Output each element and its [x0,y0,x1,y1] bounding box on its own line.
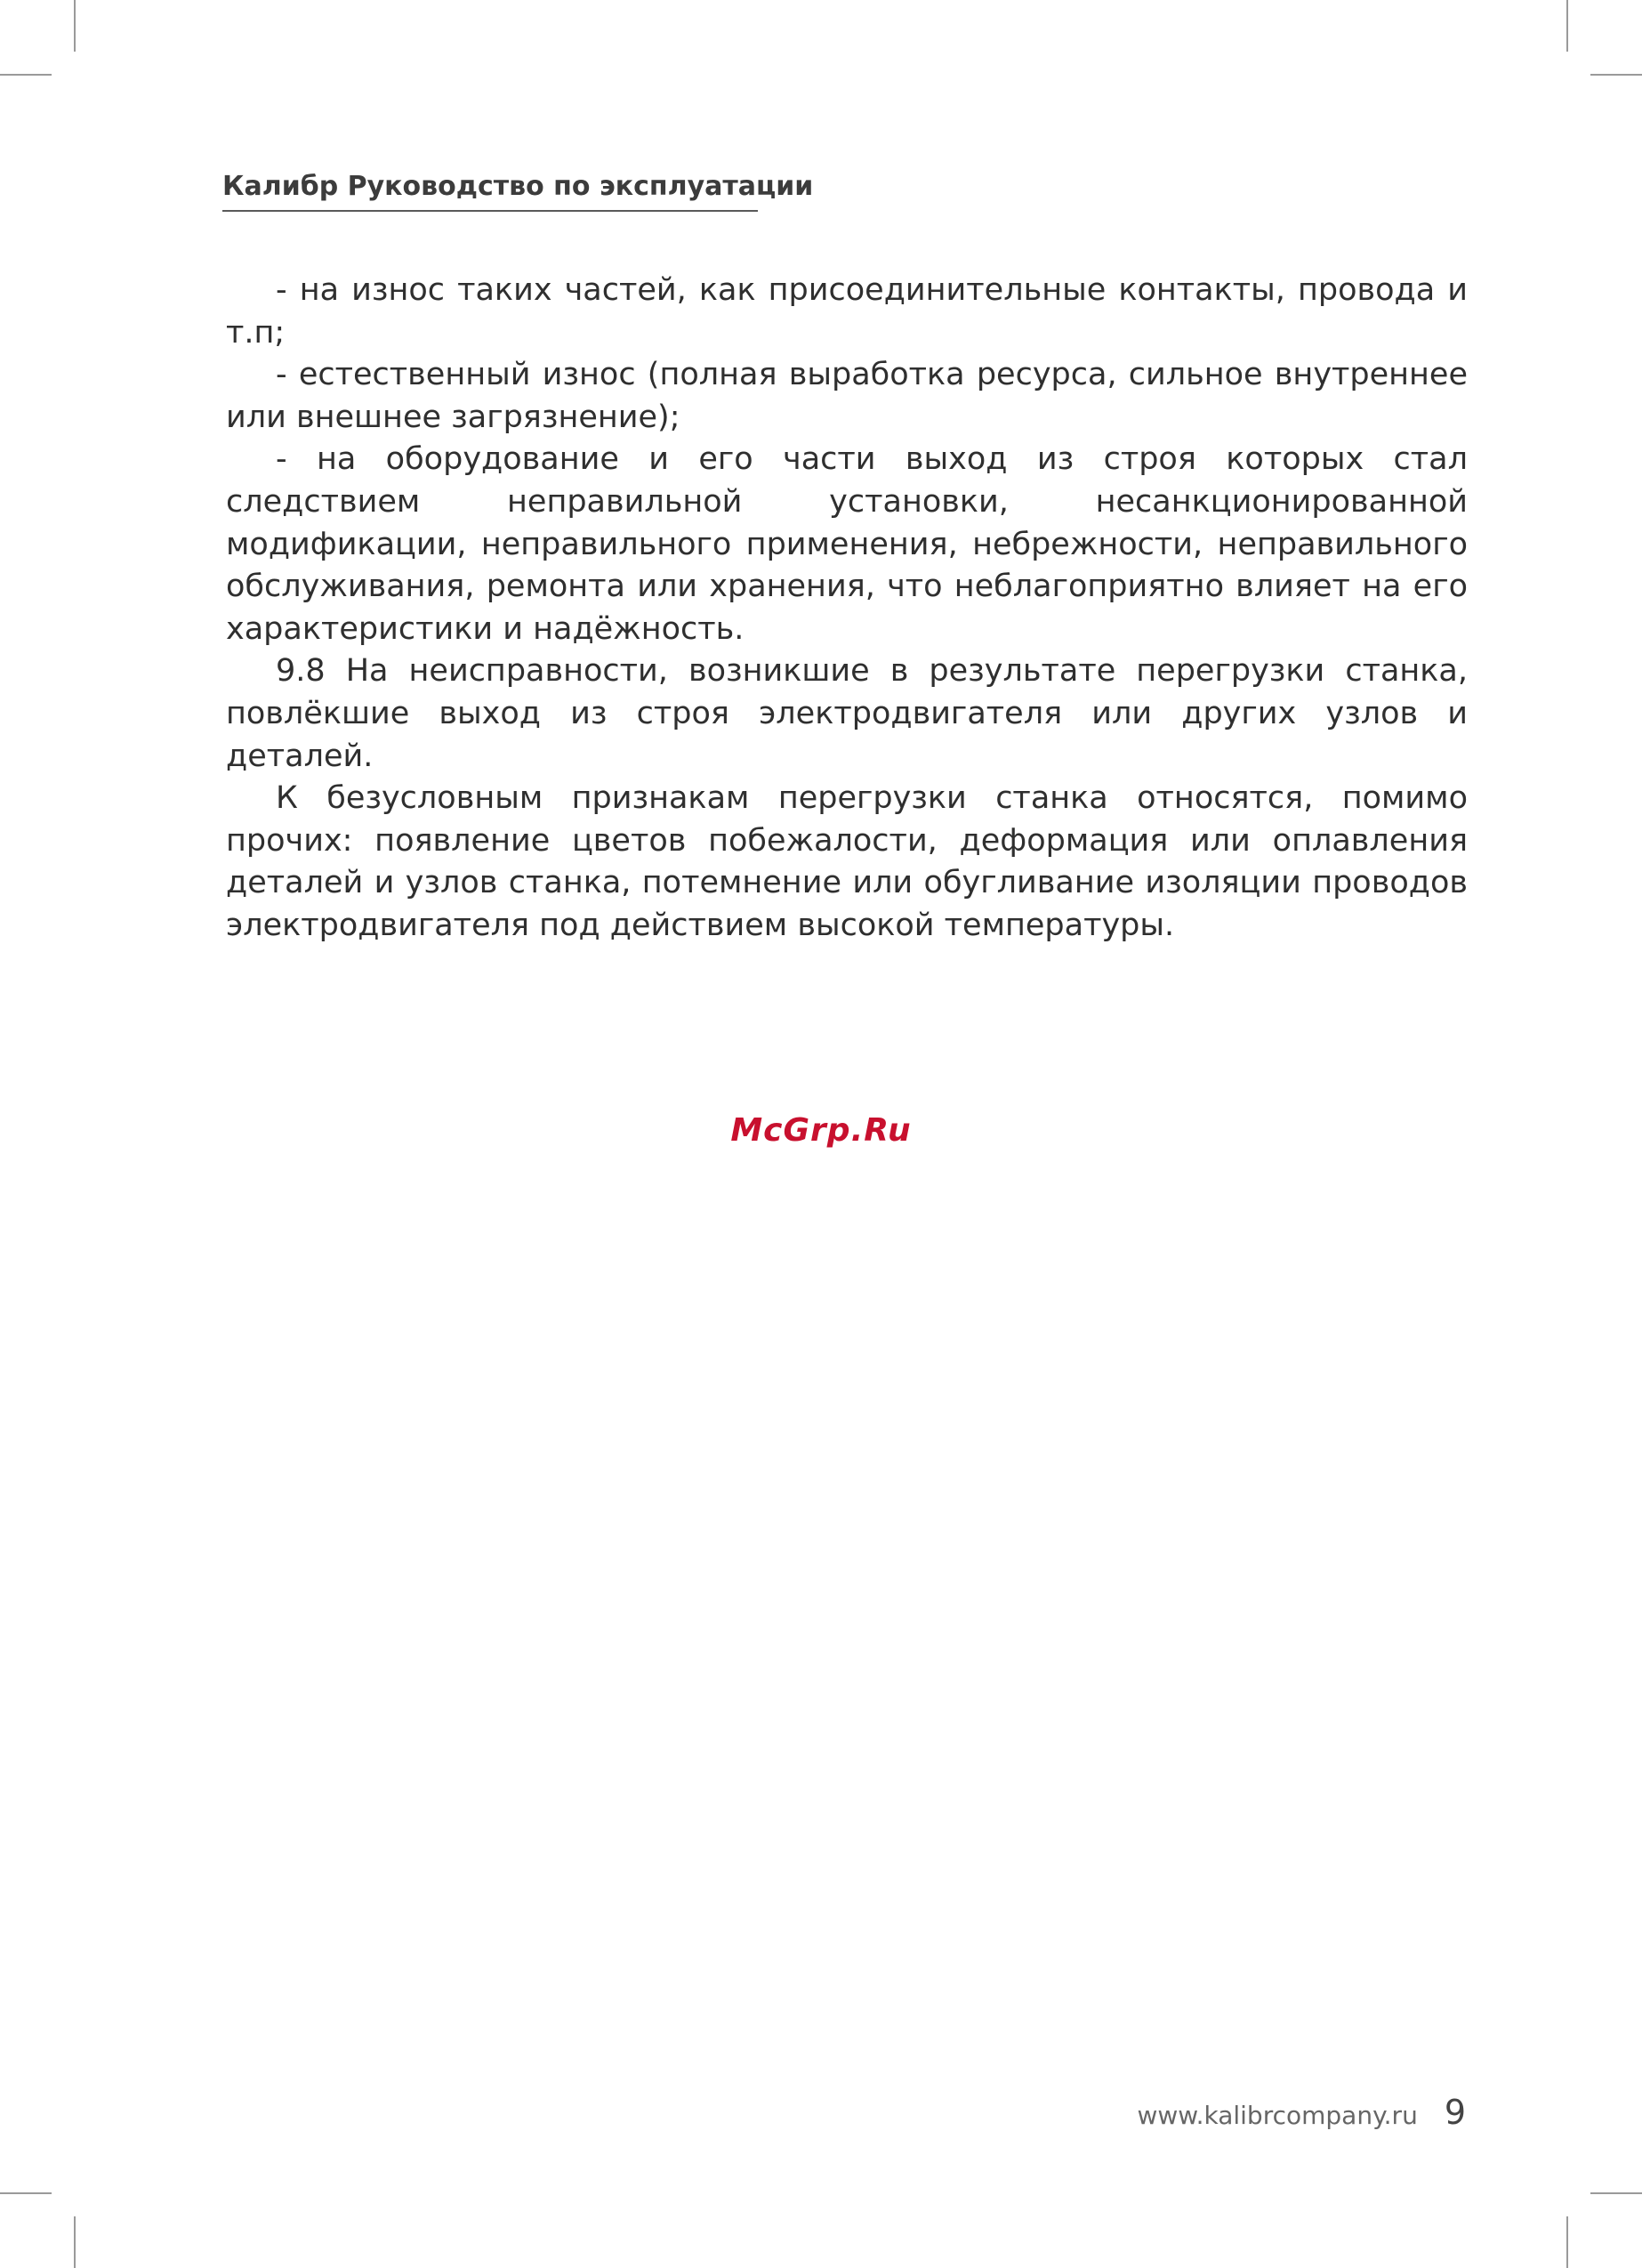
paragraph: - естественный износ (полная выработка ресурса, сильное внутреннее или внешнее загрязнение); [226,357,1468,435]
paragraph: - на износ таких частей, как присоединительные контакты, провода и т.п; [226,272,1468,351]
running-header [222,169,814,212]
crop-mark [1590,74,1642,76]
header-title: Калибр Руководство по эксплуатации [222,171,814,202]
crop-mark [1566,0,1568,52]
footer-url[interactable]: www.kalibrcompany.ru [1137,2101,1418,2130]
watermark-link[interactable]: McGrp.Ru [730,1112,912,1149]
crop-mark [0,74,52,76]
paragraph: К безусловным признакам перегрузки станка относятся, помимо прочих: появление цветов побежалости, деформация или оплавления деталей и узлов станка, потемнение или обугливание изоляции проводов электродвигателя под действием высокой температуры. [226,780,1468,943]
header-rule [222,210,758,212]
crop-mark [1590,2192,1642,2194]
paragraph: 9.8 На неисправности, возникшие в результате перегрузки станка, повлёкшие выход из строя электродвигателя или других узлов и деталей. [226,653,1468,774]
crop-mark [74,0,76,52]
crop-mark [1566,2216,1568,2268]
crop-mark [0,2192,52,2194]
body-text [226,270,1468,948]
crop-mark [74,2216,76,2268]
paragraph: - на оборудование и его части выход из строя которых стал следствием неправильной установки, несанкционированной модификации, неправильного применения, небрежности, неправильного обслуживания, ремонта или хранения, что неблагоприятно влияет на его характеристики и надёжность. [226,441,1468,647]
page-footer [1137,2093,1466,2132]
page-number: 9 [1444,2093,1466,2132]
